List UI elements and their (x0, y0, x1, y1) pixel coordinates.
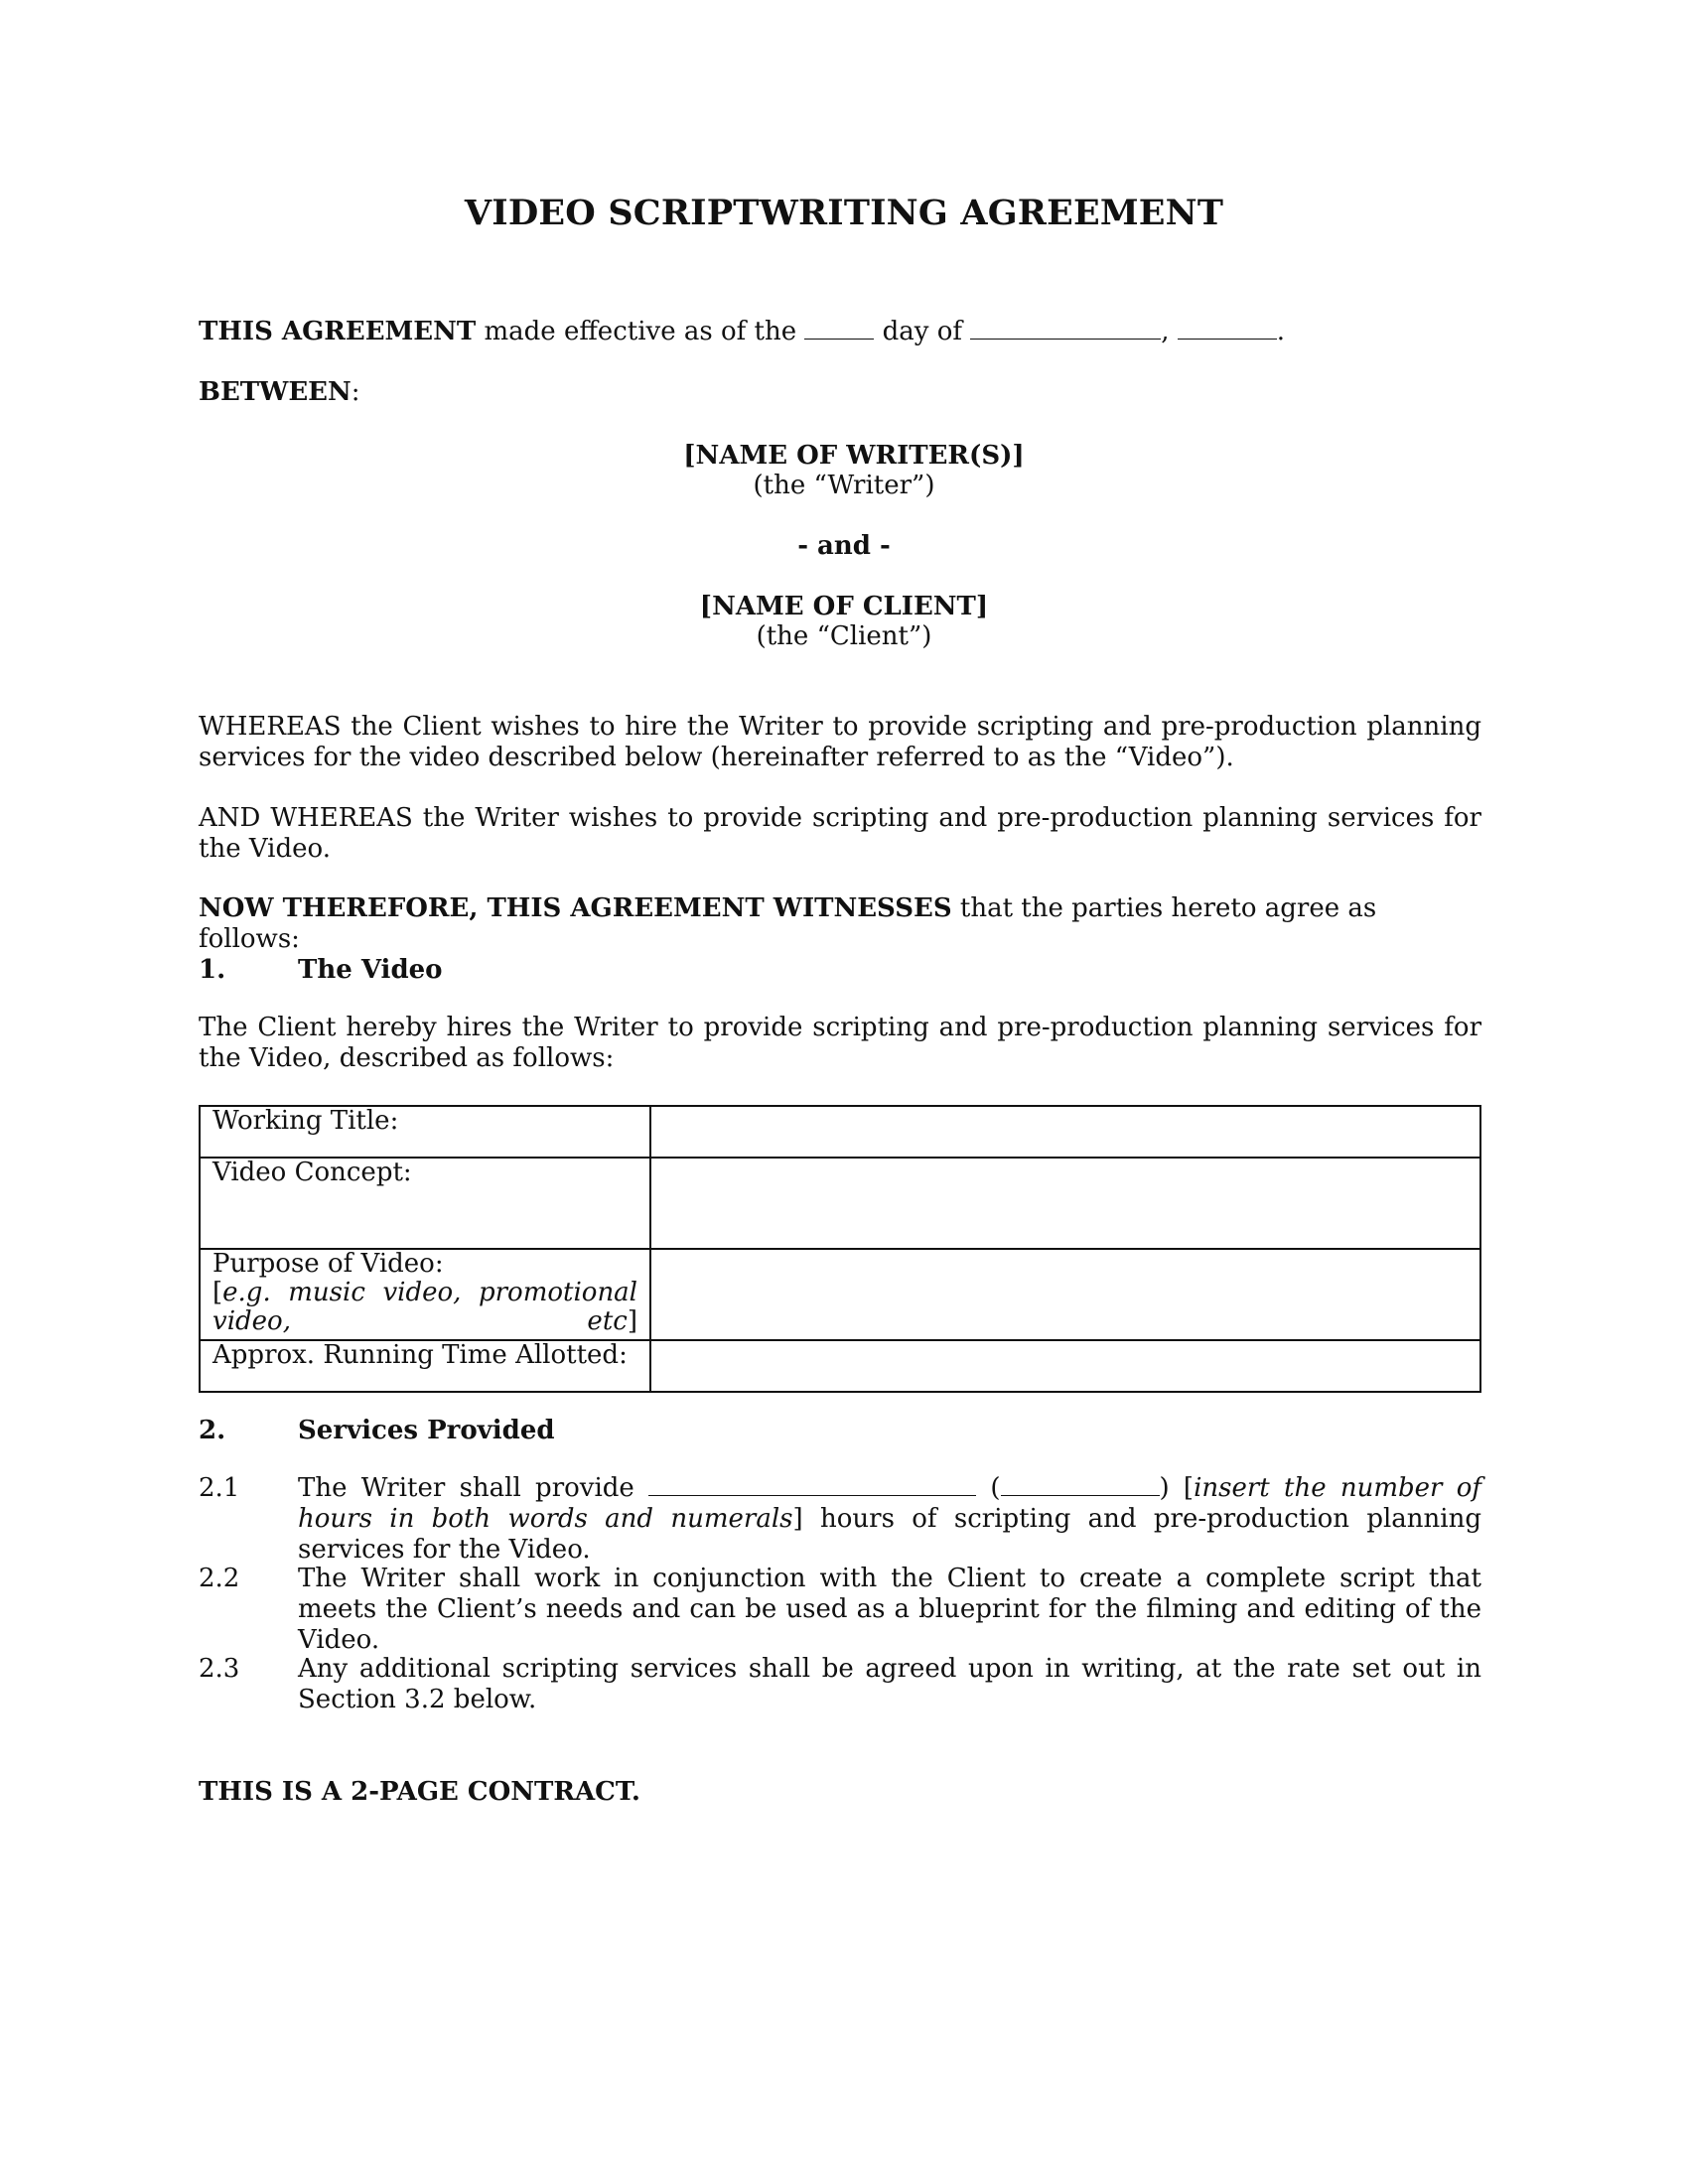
video-concept-label: Video Concept: (200, 1158, 650, 1249)
between-colon: : (351, 377, 360, 407)
table-row (200, 1249, 1480, 1340)
table-row (200, 1106, 1480, 1158)
purpose-cell (200, 1249, 650, 1340)
between-label-line (199, 377, 1481, 408)
clause-2-2-text: The Writer shall work in conjunction with the Client to create a complete script that meets the Client’s needs and can be used as a blueprint for the filming and editing of the Video. (298, 1564, 1481, 1655)
month-blank[interactable] (970, 317, 1161, 340)
clause-2-1-note: insert the number of hours in both words and numerals (298, 1473, 1481, 1534)
intro-comma: , (1161, 317, 1170, 346)
section-1-heading: The Video (298, 955, 443, 985)
purpose-example-close: ] (627, 1306, 637, 1336)
clause-2-1-number: 2.1 (199, 1473, 240, 1503)
clause-2-1-note-close: ] (792, 1504, 803, 1534)
video-concept-value[interactable] (650, 1158, 1480, 1249)
year-blank[interactable] (1178, 317, 1277, 340)
clause-2-3-text: Any additional scripting services shall be agreed upon in writing, at the rate set out in Section 3.2 below. (298, 1654, 1481, 1714)
document-title: VIDEO SCRIPTWRITING AGREEMENT (464, 193, 1224, 233)
whereas-clause-1: WHEREAS the Client wishes to hire the Writer to provide scripting and pre-production planning services for the video described below (hereinafter referred to as the “Video”). (199, 712, 1481, 772)
running-time-label: Approx. Running Time Allotted: (200, 1340, 650, 1392)
intro-period: . (1276, 317, 1286, 346)
section-1-number: 1. (199, 955, 226, 985)
clause-2-1-text-b: hours of scripting and pre-production planning services for the Video. (298, 1504, 1481, 1565)
purpose-example (212, 1279, 637, 1336)
working-title-label: Working Title: (200, 1106, 650, 1158)
clause-2-1-paren-open: ( (976, 1473, 1001, 1503)
client-alias: (the “Client”) (756, 621, 932, 651)
whereas-clause-2: AND WHEREAS the Writer wishes to provide scripting and pre-production planning services for the Video. (199, 803, 1481, 864)
and-separator: - and - (797, 531, 891, 561)
clause-2-1-text-a: The Writer shall provide (298, 1473, 649, 1503)
working-title-value[interactable] (650, 1106, 1480, 1158)
table-row (200, 1340, 1480, 1392)
clause-2-1-note-open: [ (1183, 1473, 1195, 1503)
day-blank[interactable] (804, 317, 874, 340)
intro-text-1: made effective as of the (476, 317, 805, 346)
hours-words-blank[interactable] (648, 1473, 976, 1496)
agreement-intro (199, 317, 1481, 347)
clause-2-3-number: 2.3 (199, 1654, 240, 1684)
witnesses-clause (199, 893, 1481, 955)
running-time-value[interactable] (650, 1340, 1480, 1392)
intro-lead: THIS AGREEMENT (199, 317, 477, 346)
intro-text-2: day of (874, 317, 971, 346)
purpose-label: Purpose of Video: (212, 1249, 444, 1279)
writer-name: [NAME OF WRITER(S)] (683, 441, 1025, 471)
hours-numerals-blank[interactable] (1001, 1473, 1160, 1496)
writer-alias: (the “Writer”) (753, 471, 935, 500)
video-details-table (199, 1105, 1481, 1393)
purpose-example-text: e.g. music video, promotional video, etc (212, 1278, 637, 1336)
clause-2-2-number: 2.2 (199, 1564, 240, 1593)
purpose-value[interactable] (650, 1249, 1480, 1340)
witnesses-bold: NOW THEREFORE, THIS AGREEMENT WITNESSES (199, 893, 952, 923)
section-2-number: 2. (199, 1416, 226, 1445)
client-name: [NAME OF CLIENT] (699, 592, 989, 621)
clause-2-1-text (298, 1473, 1481, 1566)
between-label: BETWEEN (199, 377, 352, 407)
purpose-example-open: [ (212, 1278, 223, 1307)
section-2-heading: Services Provided (298, 1416, 555, 1445)
page-count-note: THIS IS A 2-PAGE CONTRACT. (199, 1777, 640, 1807)
table-row (200, 1158, 1480, 1249)
clause-2-1-paren-close: ) (1159, 1473, 1184, 1503)
section-1-text: The Client hereby hires the Writer to provide scripting and pre-production planning services for the Video, described as follows: (199, 1013, 1481, 1073)
witnesses-rest: that the parties hereto agree as follows: (199, 893, 1377, 954)
